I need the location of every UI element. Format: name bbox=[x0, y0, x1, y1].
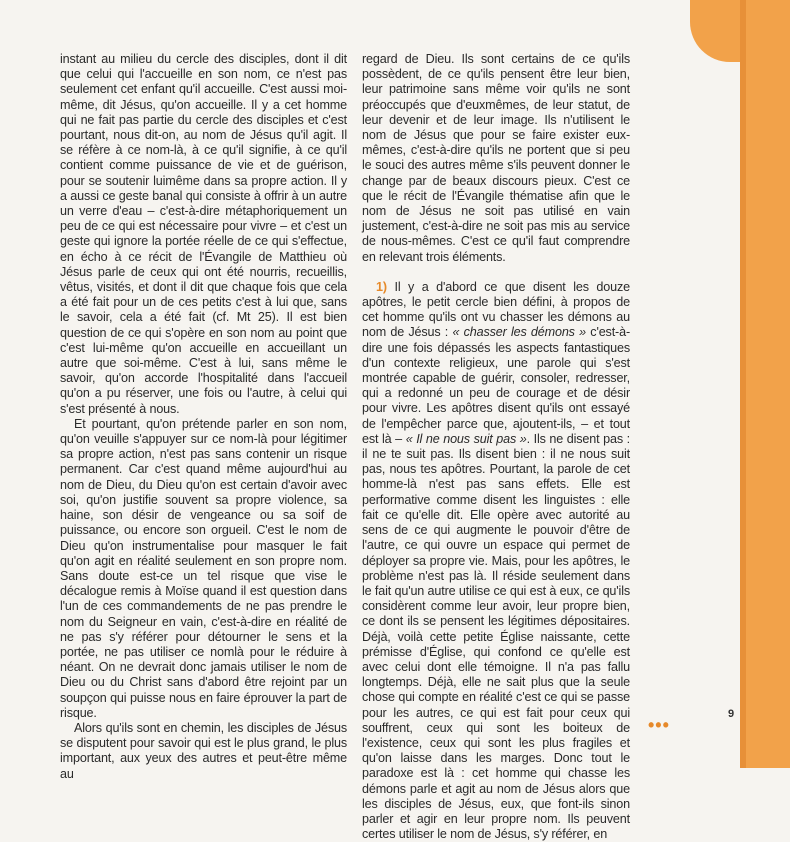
quote: « chasser les démons » bbox=[452, 325, 586, 340]
page-number: 9 bbox=[728, 708, 735, 720]
text-column-right bbox=[362, 52, 630, 842]
decorative-dots: ••• bbox=[648, 715, 670, 735]
paragraph: instant au milieu du cercle des disciples, dont il dit que celui qui l'accueille en son nom, ce n'est pas seulement cet enfant qu'il accueille. C'est aussi moi-même, dit Jésus, qu'on accueille. Il y a cet homme qui ne fait pas partie du cercle des disciples et c'est pourtant, nous dit-on, au nom de Jésus qu'il agit. Il se réfère à ce nom-là, à ce qu'il signifie, à ce qu'il contient comme puissance de vie et de guérison, pour se soutenir luimême dans sa propre action. Il y a aussi ce geste banal qui consiste à offrir à un autre un verre d'eau – c'est-à-dire métaphoriquement un peu de ce qui est nécessaire pour vivre – et c'est un geste qui ignore la portée réelle de ce qui s'effectue, en écho à ce récit de l'Évangile de Matthieu où Jésus parle de ceux qui ont été nourris, recueillis, vêtus, visités, et dont il dit que chaque fois que cela a été fait pour un de ces petits c'est à lui que, sans le savoir, cela a été fait (cf. Mt 25). Il est bien question de ce qui s'opère en son nom au point que c'est lui-même qu'on accueille en accueillant un autre que soi-même. C'est à lui, sans même le savoir, qu'on accorde l'hospitalité dans l'accueil qu'on a pu réserver, une fois ou l'autre, à celui qui s'est présenté à nous. bbox=[60, 52, 347, 416]
page-edge bbox=[740, 0, 746, 768]
text-span: c'est-à-dire une fois dépassés les aspects fantastiques d'un contexte religieux, une parole qui s'est montrée capable de guérir, consoler, redresser, qui a redonné un peu de courage et de désir pour vivre. Les apôtres disent qu'ils ont essayé de l'empêcher parce que, ajoutent-ils, – et tout est là – bbox=[362, 325, 630, 446]
section-number: 1) bbox=[376, 279, 387, 294]
text-span: Il y a d'abord ce que disent les douze apôtres, le petit cercle bien défini, à propos de cet homme qu'ils ont vu chasser les démons au nom de Jésus : bbox=[362, 279, 630, 340]
paragraph-section-1 bbox=[362, 280, 630, 842]
paragraph: Alors qu'ils sont en chemin, les disciples de Jésus se disputent pour savoir qui est le plus grand, le plus important, aux yeux des autres et peut-être même au bbox=[60, 720, 347, 781]
paragraph: Et pourtant, qu'on prétende parler en son nom, qu'on veuille s'appuyer sur ce nom-là pour légitimer sa propre action, n'est pas sans contenir un risque permanent. Car c'est quand même aujourd'hui au nom de Dieu, du Dieu qu'on est certain d'avoir avec soi, qu'on justifie souvent sa propre violence, sa haine, son désir de vengeance ou sa soif de puissance, ou encore son orgueil. C'est le nom de Dieu qu'on instrumentalise pour masquer le fait qu'on agit en réalité seulement en son propre nom. Sans doute est-ce un tel risque que vise le décalogue remis à Moïse quand il est question dans l'un de ces commandements de ne pas prendre le nom du Seigneur en vain, c'est-à-dire en réalité de ne pas s'y référer pour détourner le sens et la portée, ne pas utiliser ce nomlà pour le réduire à néant. On ne devrait donc jamais utiliser le nom de Dieu ou du Christ sans d'abord être rejoint par un soupçon qui puisse nous en faire éprouver la part de risque. bbox=[60, 416, 347, 720]
orange-margin-band bbox=[742, 0, 790, 768]
text-column-left bbox=[60, 52, 347, 782]
text-span: . Ils ne disent pas : il ne te suit pas. Ils disent bien : il ne nous suit pas, nous tes apôtres. Pourtant, la parole de cet homme-là n'est pas sans effets. Elle est performative comme disent les linguistes : elle fait ce qu'elle dit. Elle opère avec autorité au sens de ce qui augmente le pouvoir d'être de l'autre, ce qui ouvre un espace qui permet de déployer sa propre vie. Mais, pour les apôtres, le problème n'est pas là. Il réside seulement dans le fait qu'un autre utilise ce qui est à eux, ce qu'ils considèrent comme leur avoir, leur propre bien, ce dont ils se pensent les légitimes dépositaires. Déjà, voilà cette petite Église naissante, cette prémisse d'Église, qui confond ce qu'elle est avec celui dont elle témoigne. Il n'a pas fallu longtemps. Déjà, elle ne sait plus que la seule chose qui compte en réalité c'est ce qui se passe pour les autres, ce qui est fait pour ceux qui souffrent, ceux qui sont les boiteux de l'existence, ceux qui sont les plus fragiles et qu'on laisse dans les marges. Donc tout le paradoxe est là : cet homme qui chasse les démons parle et agit au nom de Jésus alors que les disciples de Jésus, eux, que font-ils sinon parler et agir en leur propre nom. Ils peuvent certes utiliser le nom de Jésus, s'y référer, en bbox=[362, 431, 630, 842]
paragraph: regard de Dieu. Ils sont certains de ce qu'ils possèdent, de ce qu'ils pensent être leur bien, leur patrimoine sans même voir qu'ils ne sont préoccupés que d'euxmêmes, de leur statut, de leur devenir et de leur image. Ils n'utilisent le nom de Jésus que pour se faire exister eux-mêmes, c'est-à-dire qu'ils ne portent que si peu le souci des autres même s'ils peuvent donner le change par de beaux discours pieux. C'est ce que le récit de l'Évangile thématise afin que le nom de Jésus ne soit pas utilisé en vain justement, c'est-à-dire ne soit pas mis au service de nous-mêmes. C'est ce qu'il faut comprendre en relevant trois éléments. bbox=[362, 52, 630, 264]
quote: « Il ne nous suit pas » bbox=[405, 431, 527, 446]
